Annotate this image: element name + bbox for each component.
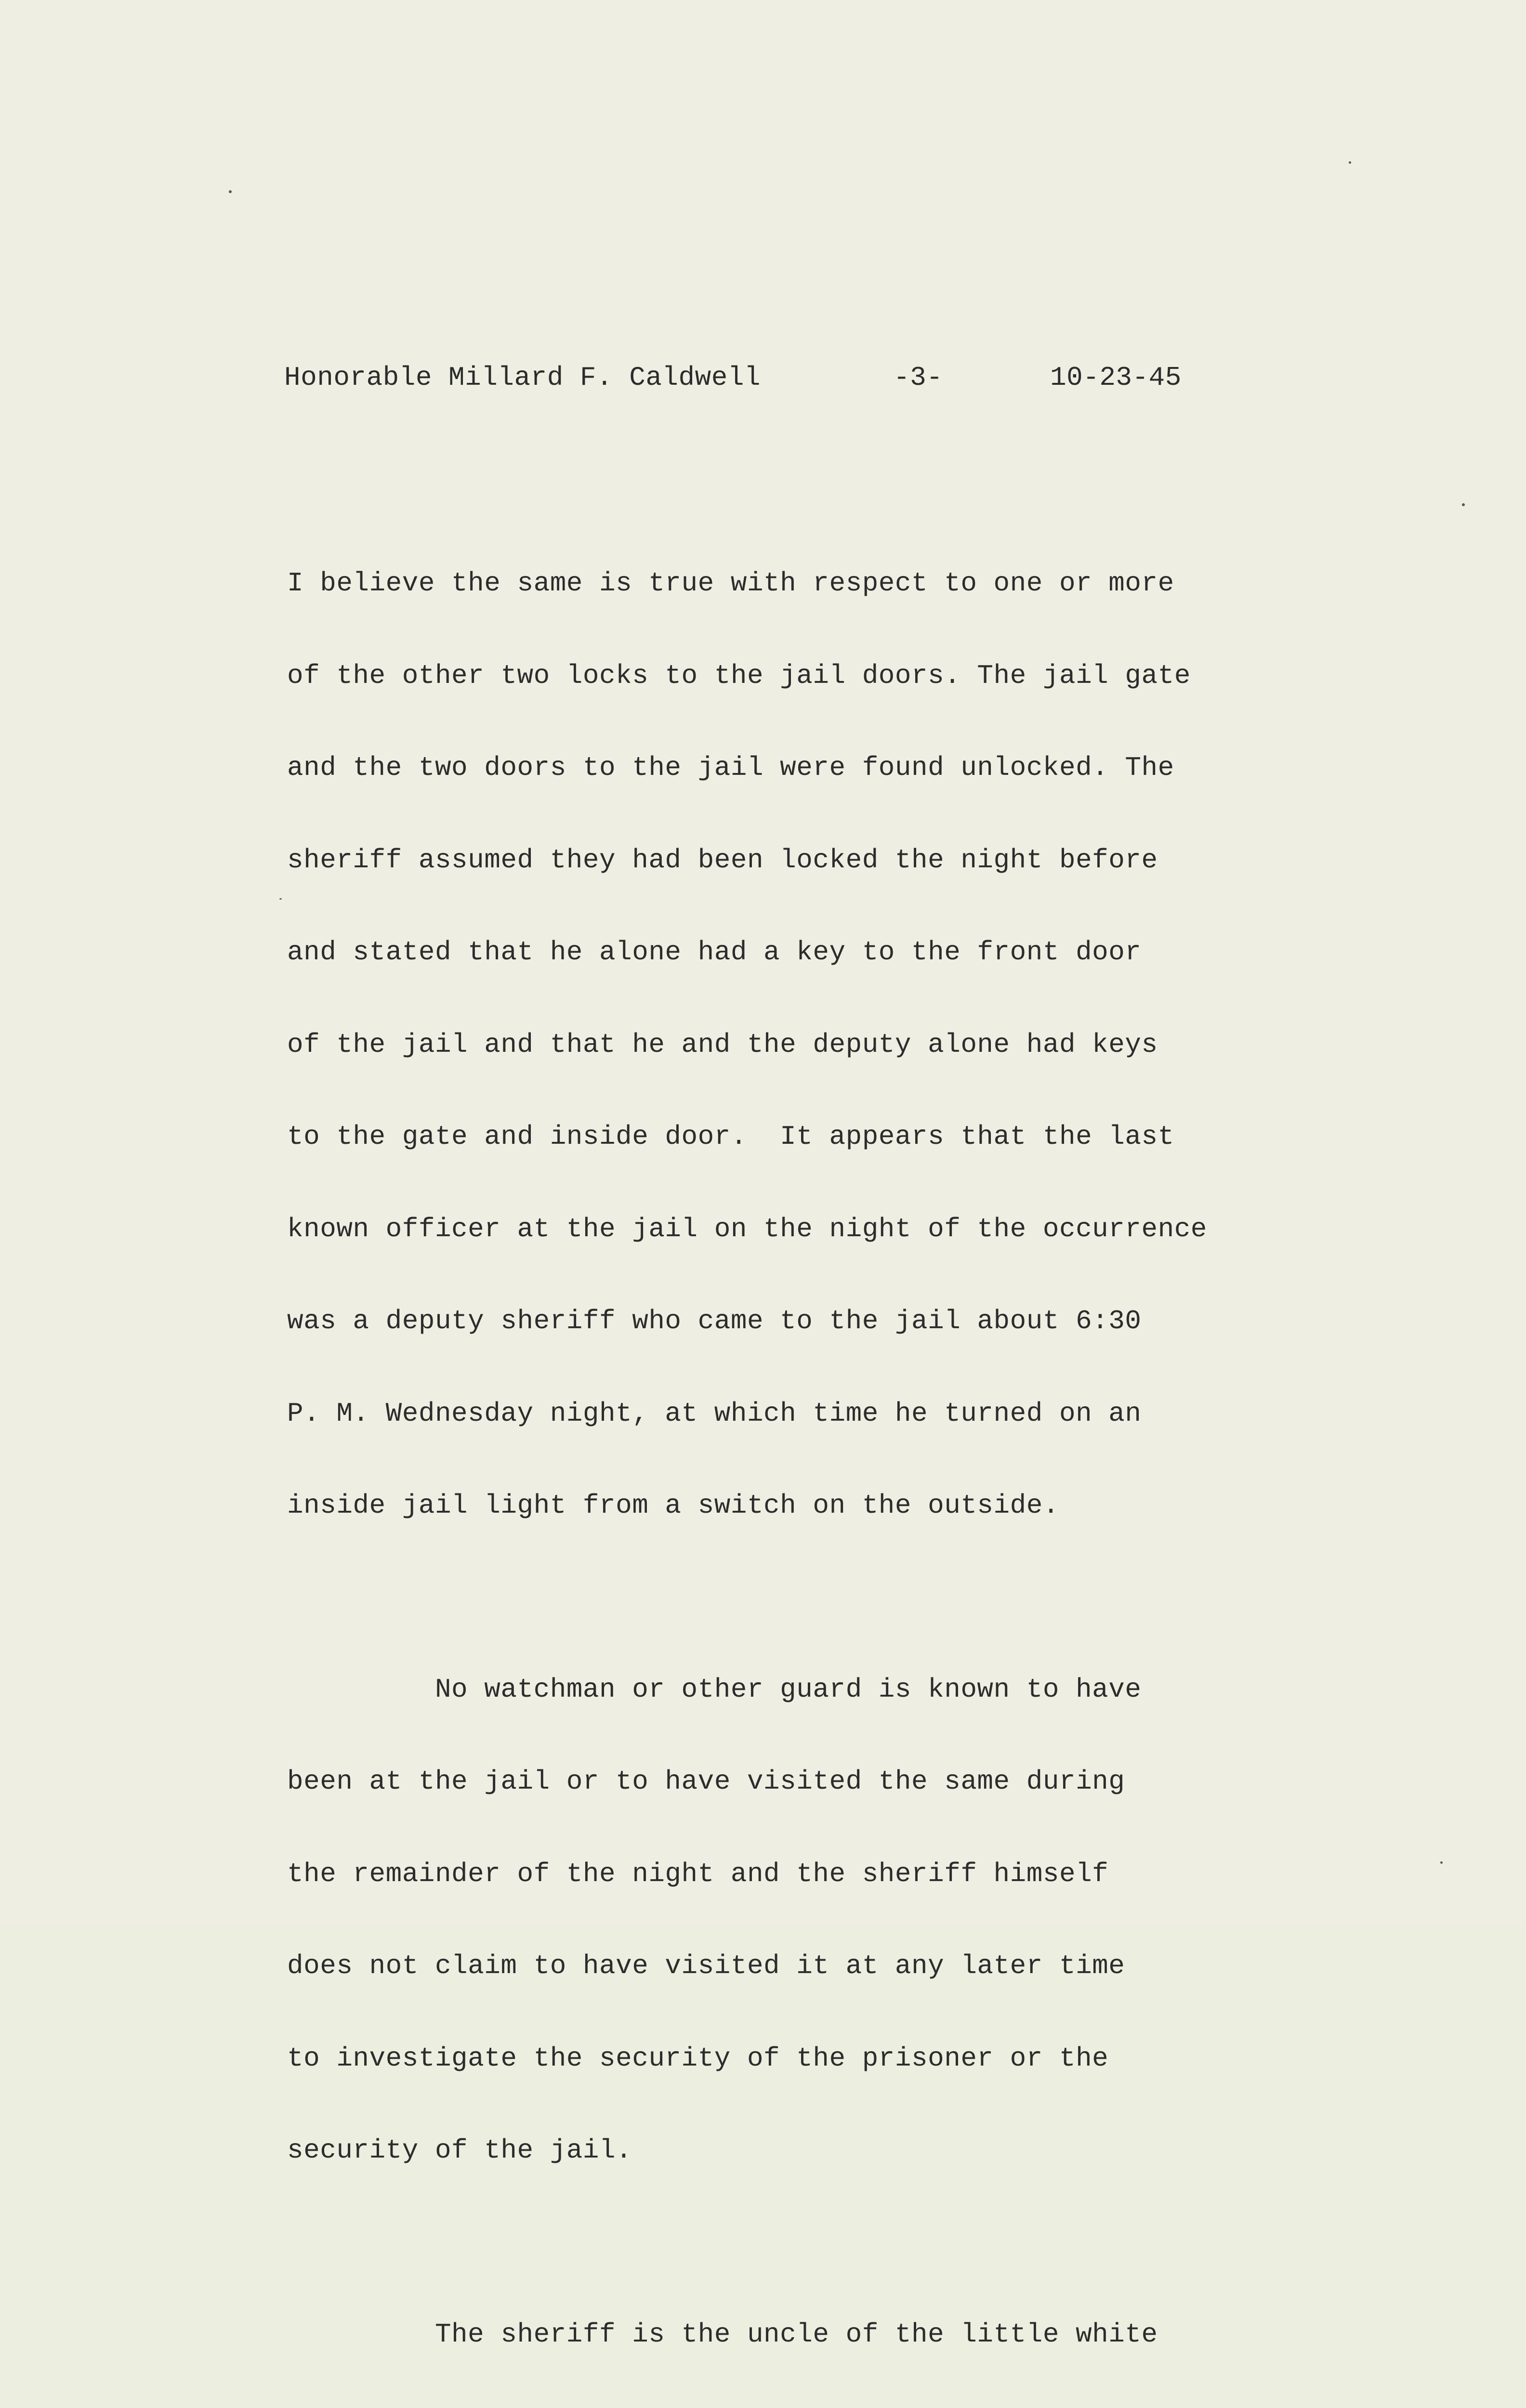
header-page-number: -3-: [894, 362, 943, 393]
text-line: inside jail light from a switch on the outside.: [287, 1491, 1299, 1521]
paper-speck: [279, 898, 282, 900]
text-line: and the two doors to the jail were found unlocked. The: [287, 753, 1299, 784]
text-line: known officer at the jail on the night of the occurrence: [287, 1214, 1299, 1245]
text-line: of the other two locks to the jail doors. The jail gate: [287, 661, 1299, 692]
paper-speck: [1349, 161, 1351, 164]
paper-speck: [229, 190, 232, 193]
text-line: No watchman or other guard is known to have: [287, 1675, 1299, 1705]
text-line: of the jail and that he and the deputy alone had keys: [287, 1030, 1299, 1060]
text-line: does not claim to have visited it at any later time: [287, 1951, 1299, 1982]
text-line: and stated that he alone had a key to the front door: [287, 937, 1299, 968]
text-line: been at the jail or to have visited the same during: [287, 1767, 1299, 1797]
letter-body: [287, 507, 1299, 2408]
paragraph-3: [287, 2258, 1299, 2408]
paragraph-1: [287, 507, 1299, 1583]
text-line: to investigate the security of the prisoner or the: [287, 2043, 1299, 2074]
text-line: security of the jail.: [287, 2135, 1299, 2166]
paper-speck: [1462, 503, 1465, 506]
text-line: The sheriff is the uncle of the little white: [287, 2319, 1299, 2350]
text-line: the remainder of the night and the sheriff himself: [287, 1859, 1299, 1890]
paragraph-2: [287, 1613, 1299, 2228]
header-date: 10-23-45: [1050, 362, 1182, 393]
text-line: to the gate and inside door. It appears that the last: [287, 1122, 1299, 1152]
letter-header: [0, 362, 1526, 401]
paper-speck: [1440, 1861, 1443, 1864]
header-recipient: Honorable Millard F. Caldwell: [284, 362, 761, 393]
text-line: P. M. Wednesday night, at which time he turned on an: [287, 1399, 1299, 1429]
text-line: was a deputy sheriff who came to the jail about 6:30: [287, 1306, 1299, 1337]
text-line: sheriff assumed they had been locked the night before: [287, 845, 1299, 876]
text-line: I believe the same is true with respect to one or more: [287, 568, 1299, 599]
